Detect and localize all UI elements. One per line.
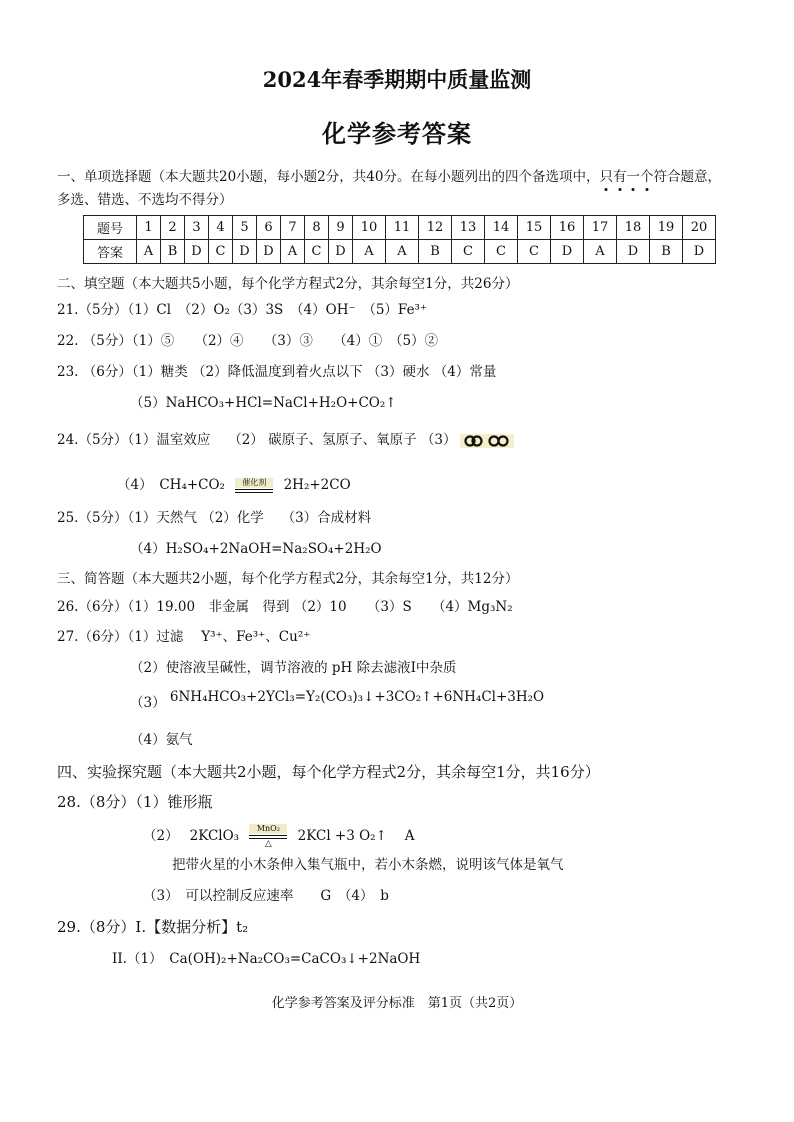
answer-q25-line1: 25.（5分）（1）天然气 （2）化学 （3）合成材料 (57, 510, 372, 526)
table-cell: C (452, 240, 485, 264)
table-cell: 3 (185, 216, 209, 240)
table-cell: A (353, 240, 386, 264)
emphasis-char: 有 (613, 169, 627, 185)
section4-header: 四、实验探究题（本大题共2小题，每个化学方程式2分，其余每空1分，共16分） (57, 763, 600, 781)
table-cell: 4 (209, 216, 233, 240)
table-cell: B (419, 240, 452, 264)
table-cell: 8 (305, 216, 329, 240)
table-cell: 19 (650, 216, 683, 240)
table-cell: C (518, 240, 551, 264)
table-cell: D (329, 240, 353, 264)
exam-title: 2024年春季期期中质量监测 (262, 67, 532, 92)
table-cell: 5 (233, 216, 257, 240)
answer-q23-line2: （5）NaHCO₃+HCl=NaCl+H₂O+CO₂↑ (130, 395, 397, 411)
table-cell: 9 (329, 216, 353, 240)
answer-q23-line1: 23. （6分）（1）糖类 （2）降低温度到着火点以下 （3）硬水 （4）常量 (57, 364, 497, 380)
table-cell: A (584, 240, 617, 264)
table-cell: 12 (419, 216, 452, 240)
table-cell: 2 (161, 216, 185, 240)
answer-q29-line1: 29.（8分）I.【数据分析】t₂ (57, 918, 249, 936)
row-label-question: 题号 (84, 216, 137, 240)
co2-molecule-icon (460, 434, 514, 448)
answer-q22: 22. （5分）（1）⑤ （2）④ （3）③ （4）① （5）② (57, 333, 439, 349)
table-cell: B (650, 240, 683, 264)
table-cell: 18 (617, 216, 650, 240)
emphasis-char: 个 (640, 169, 654, 185)
table-cell: D (233, 240, 257, 264)
answer-q21: 21.（5分）（1）Cl （2）O₂（3）3S （4）OH⁻ （5）Fe³⁺ (57, 302, 428, 318)
emphasis-char: 只 (599, 169, 613, 185)
answer-q28-line1: 28.（8分）（1）锥形瓶 (57, 793, 213, 811)
table-row-numbers (84, 216, 716, 240)
table-cell: D (617, 240, 650, 264)
row-label-answer: 答案 (84, 240, 137, 264)
table-cell: D (257, 240, 281, 264)
reaction-condition-arrow: 催化剂 (235, 478, 273, 493)
answer-q27-line3: （3） 6NH₄HCO₃+2YCl₃=Y₂(CO₃)₃↓+3CO₂↑+6NH₄Cl+3H₂O (130, 689, 545, 711)
answer-q28-line4: （3） 可以控制反应速率 G （4） b (143, 888, 389, 904)
answer-q24-line2: （4） CH₄+CO₂ 催化剂 2H₂+2CO (117, 477, 351, 493)
table-cell: 1 (137, 216, 161, 240)
exam-subtitle: 化学参考答案 (322, 119, 472, 148)
reaction-condition-arrow: MnO₂ △ (249, 824, 287, 849)
section1-instructions-2: 多选、错选、不选均不得分） (57, 192, 233, 208)
table-cell: 15 (518, 216, 551, 240)
table-cell: 20 (683, 216, 716, 240)
answer-q24-line1: 24.（5分）（1）温室效应 （2） 碳原子、氢原子、氧原子 （3） (57, 431, 514, 449)
table-cell: 6 (257, 216, 281, 240)
answer-q27-line1: 27.（6分）（1）过滤 Y³⁺、Fe³⁺、Cu²⁺ (57, 629, 311, 645)
table-cell: 11 (386, 216, 419, 240)
section1-text: 一、单项选择题（本大题共20小题，每小题2分，共40分。在每小题列出的四个备选项中， (57, 169, 600, 185)
table-cell: D (185, 240, 209, 264)
table-cell: 7 (281, 216, 305, 240)
table-cell: D (551, 240, 584, 264)
table-cell: 16 (551, 216, 584, 240)
answer-table (83, 215, 716, 264)
answer-q25-line2: （4）H₂SO₄+2NaOH=Na₂SO₄+2H₂O (130, 541, 382, 557)
table-cell: 17 (584, 216, 617, 240)
page-footer: 化学参考答案及评分标准 第1页（共2页） (271, 996, 523, 1011)
table-cell: 13 (452, 216, 485, 240)
table-cell: C (485, 240, 518, 264)
table-cell: 10 (353, 216, 386, 240)
table-cell: B (161, 240, 185, 264)
table-cell: A (281, 240, 305, 264)
table-cell: A (137, 240, 161, 264)
section3-header: 三、简答题（本大题共2小题，每个化学方程式2分，其余每空1分，共12分） (57, 571, 519, 587)
table-cell: 14 (485, 216, 518, 240)
answer-q28-line3: 把带火星的小木条伸入集气瓶中，若小木条燃，说明该气体是氧气 (172, 857, 564, 873)
answer-q27-line2: （2）使溶液呈碱性，调节溶液的 pH 除去滤液I中杂质 (130, 660, 457, 676)
table-cell: A (386, 240, 419, 264)
answer-q28-line2: （2） 2KClO₃ MnO₂ △ 2KCl +3 O₂↑ A (143, 824, 415, 849)
answer-q27-line4: （4）氨气 (130, 732, 193, 748)
table-cell: C (305, 240, 329, 264)
section2-header: 二、填空题（本大题共5小题，每个化学方程式2分，其余每空1分，共26分） (57, 276, 519, 292)
table-cell: D (683, 240, 716, 264)
answer-q29-line2: II.（1） Ca(OH)₂+Na₂CO₃=CaCO₃↓+2NaOH (112, 951, 421, 967)
table-cell: C (209, 240, 233, 264)
equation-text: 6NH₄HCO₃+2YCl₃=Y₂(CO₃)₃↓+3CO₂↑+6NH₄Cl+3H₂O (169, 689, 545, 705)
answer-q26: 26.（6分）（1）19.00 非金属 得到 （2）10 （3）S （4）Mg₃N₂ (57, 599, 513, 615)
section1-instructions: 一、单项选择题（本大题共20小题，每小题2分，共40分。在每小题列出的四个备选项中，只 有 一 个 符合题意， (57, 168, 721, 186)
emphasis-char: 一 (626, 169, 640, 185)
table-row-answers (84, 240, 716, 264)
